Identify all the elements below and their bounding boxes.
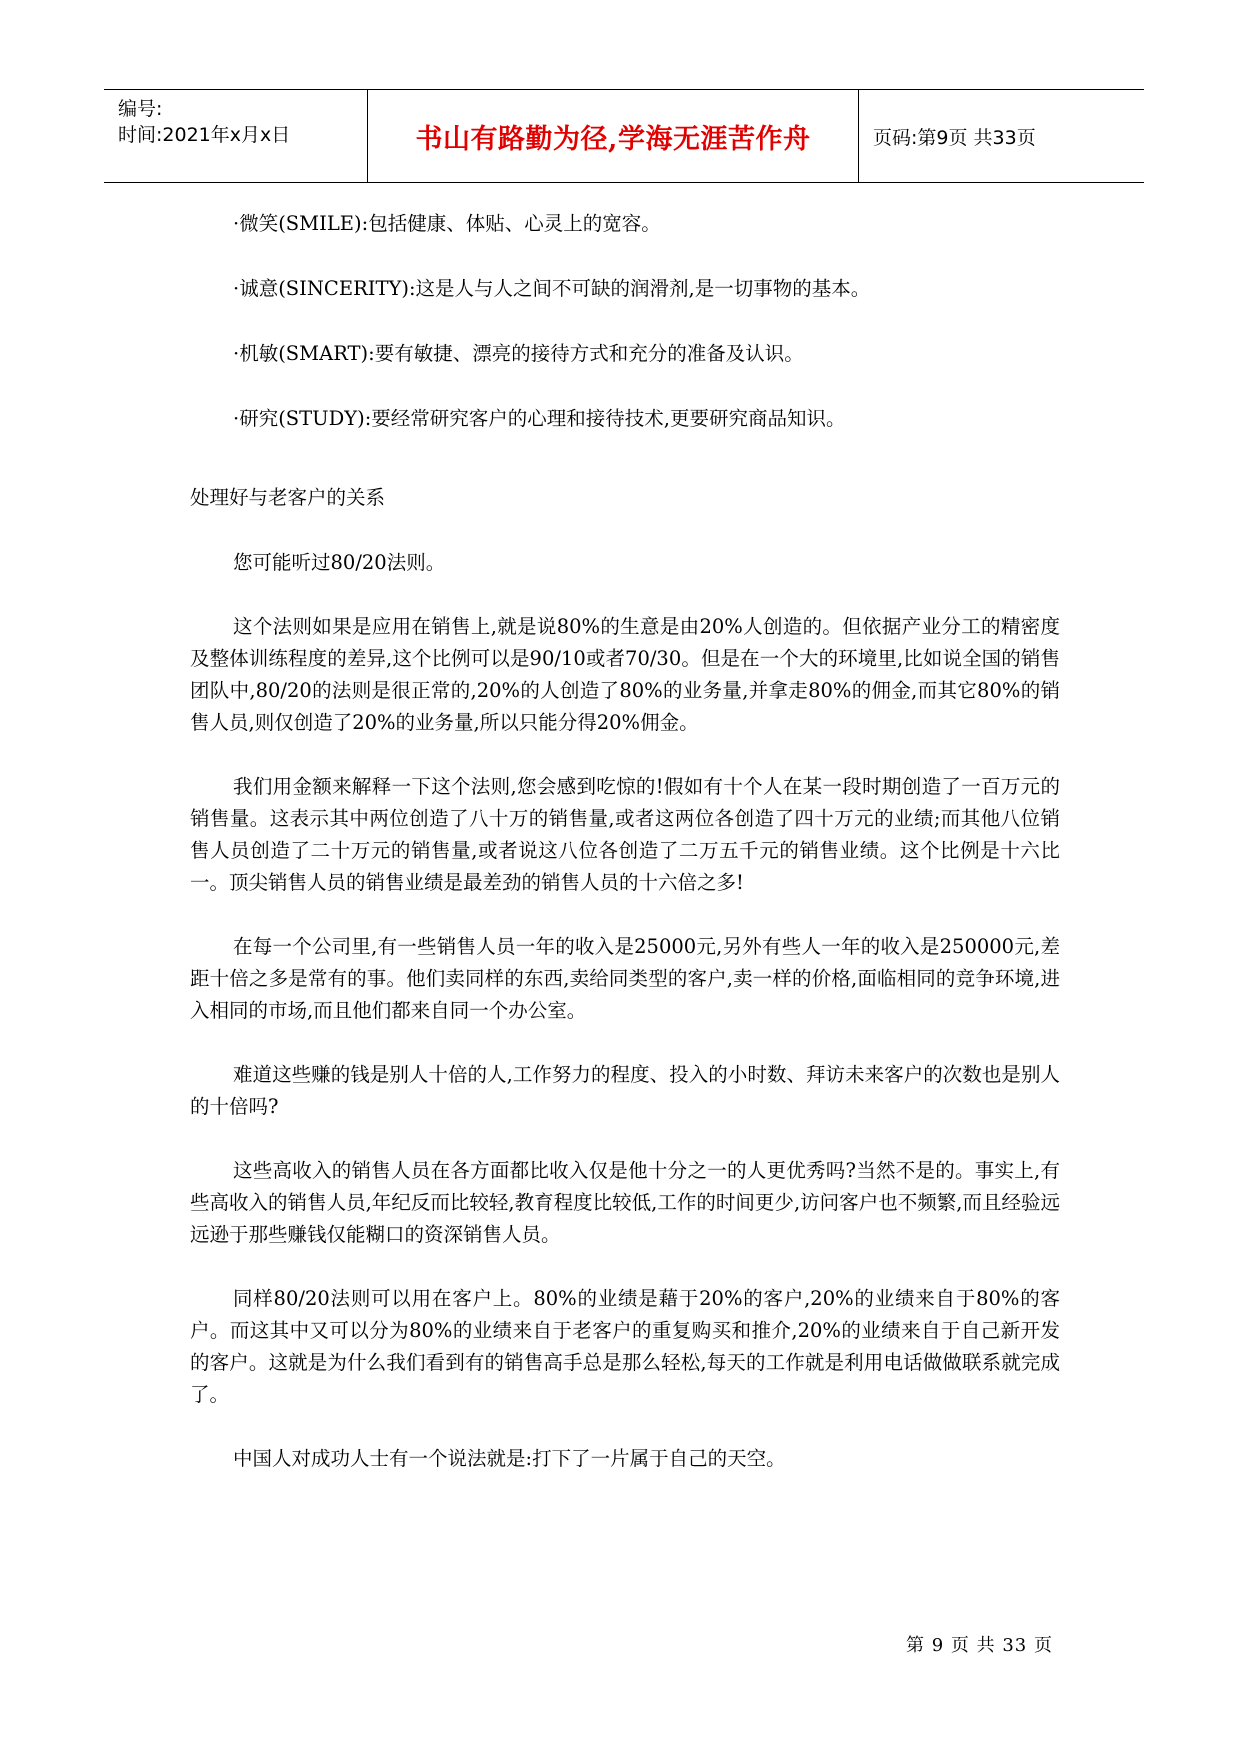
page-footer: 第 9 页 共 33 页	[906, 1635, 1053, 1656]
paragraph: 中国人对成功人士有一个说法就是:打下了一片属于自己的天空。	[233, 1447, 786, 1470]
paragraph: 我们用金额来解释一下这个法则,您会感到吃惊的!假如有十个人在某一段时期创造了一百万元的销售量。这表示其中两位创造了八十万的销售量,或者这两位各创造了四十万元的业绩;而其他八位销售人员创造了二十万元的销售量,或者说这八位各创造了二万五千元的销售业绩。这个比例是十六比一。顶尖销售人员的销售业绩是最差劲的销售人员的十六倍之多!	[190, 775, 1060, 894]
paragraph: 这些高收入的销售人员在各方面都比收入仅是他十分之一的人更优秀吗?当然不是的。事实上,有些高收入的销售人员,年纪反而比较轻,教育程度比较低,工作的时间更少,访问客户也不频繁,而且经验远远逊于那些赚钱仅能糊口的资深销售人员。	[190, 1159, 1060, 1246]
bullet-item: ·机敏(SMART):要有敏捷、漂亮的接待方式和充分的准备及认识。	[233, 342, 804, 365]
header-info-cell	[104, 90, 368, 182]
bullet-item: ·研究(STUDY):要经常研究客户的心理和接待技术,更要研究商品知识。	[233, 407, 846, 430]
bullet-item: ·微笑(SMILE):包括健康、体贴、心灵上的宽容。	[233, 212, 661, 235]
serial-label: 编号:	[118, 98, 163, 120]
header-page-cell	[859, 90, 1144, 182]
page-info: 页码:第9页 共33页	[873, 126, 1036, 149]
paragraph: 这个法则如果是应用在销售上,就是说80%的生意是由20%人创造的。但依据产业分工的精密度及整体训练程度的差异,这个比例可以是90/10或者70/30。但是在一个大的环境里,比如说全国的销售团队中,80/20的法则是很正常的,20%的人创造了80%的业务量,并拿走80%的佣金,而其它80%的销售人员,则仅创造了20%的业务量,所以只能分得20%佣金。	[190, 615, 1060, 734]
motto-text: 书山有路勤为径,学海无涯苦作舟	[415, 123, 811, 155]
header-motto-cell	[368, 90, 859, 182]
paragraph: 同样80/20法则可以用在客户上。80%的业绩是藉于20%的客户,20%的业绩来自于80%的客户。而这其中又可以分为80%的业绩来自于老客户的重复购买和推介,20%的业绩来自于自己新开发的客户。这就是为什么我们看到有的销售高手总是那么轻松,每天的工作就是利用电话做做联系就完成了。	[190, 1287, 1060, 1406]
section-title: 处理好与老客户的关系	[190, 486, 386, 509]
paragraph: 您可能听过80/20法则。	[233, 551, 446, 574]
bullet-item: ·诚意(SINCERITY):这是人与人之间不可缺的润滑剂,是一切事物的基本。	[233, 277, 871, 300]
time-label: 时间:2021年x月x日	[118, 124, 291, 146]
page-header	[104, 89, 1144, 183]
paragraph: 难道这些赚的钱是别人十倍的人,工作努力的程度、投入的小时数、拜访未来客户的次数也是别人的十倍吗?	[190, 1063, 1060, 1118]
document-body	[190, 208, 1060, 1507]
paragraph: 在每一个公司里,有一些销售人员一年的收入是25000元,另外有些人一年的收入是250000元,差距十倍之多是常有的事。他们卖同样的东西,卖给同类型的客户,卖一样的价格,面临相同的竞争环境,进入相同的市场,而且他们都来自同一个办公室。	[190, 935, 1060, 1022]
